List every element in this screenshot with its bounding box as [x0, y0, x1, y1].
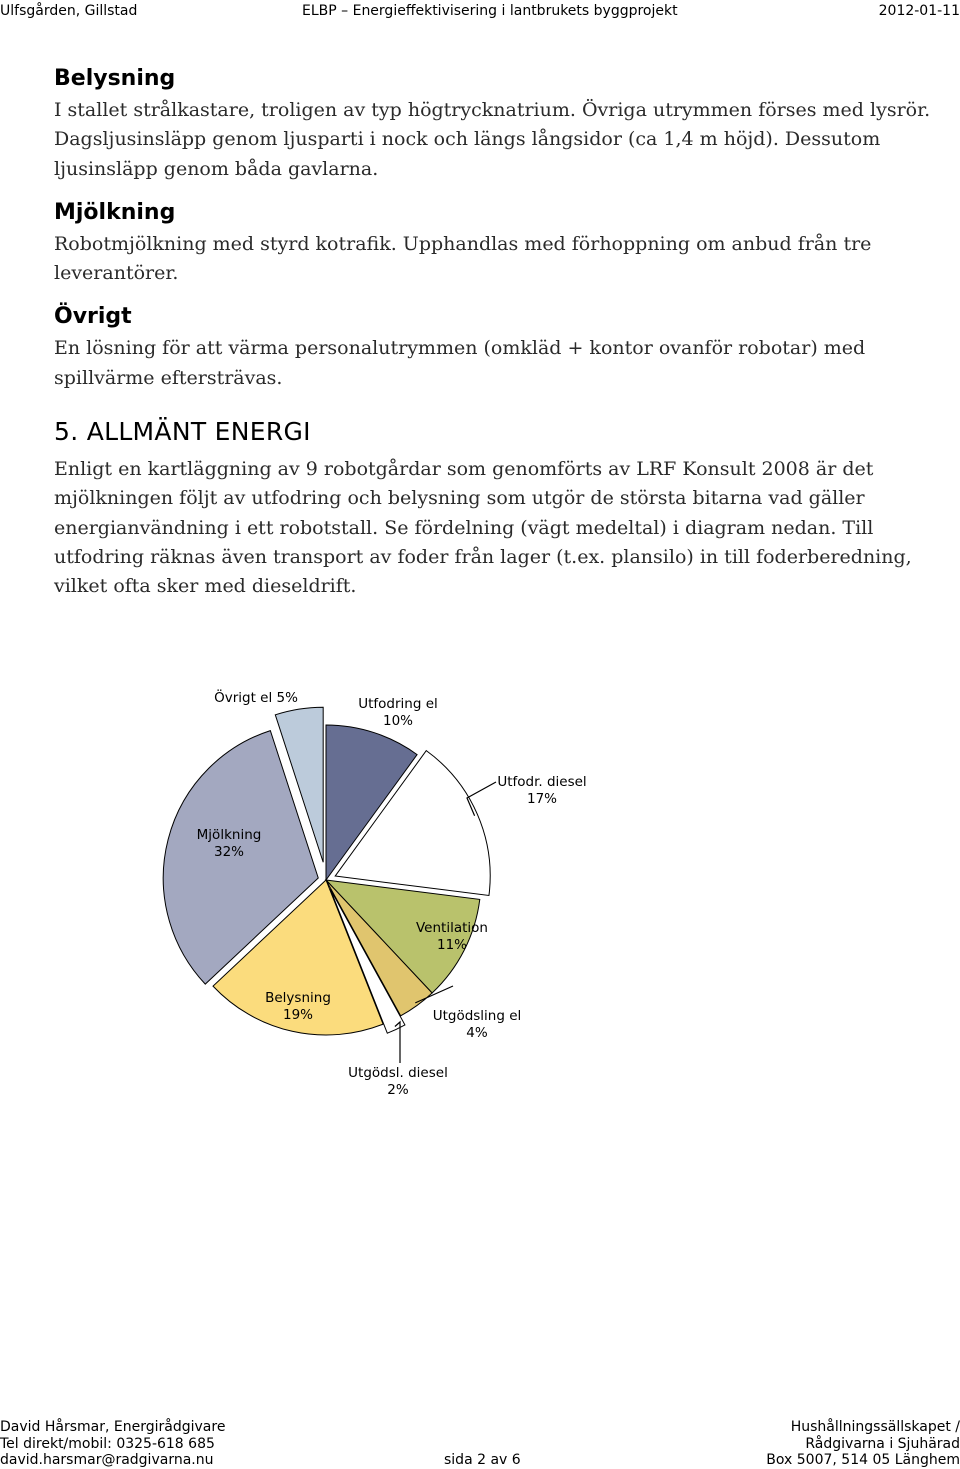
footer-page-number: sida 2 av 6 — [444, 1452, 521, 1468]
document-body — [54, 62, 934, 602]
page-footer — [0, 1419, 960, 1469]
header-left-text: Ulfsgården, Gillstad — [0, 3, 138, 19]
paragraph-belysning: I stallet strålkastare, troligen av typ högtrycknatrium. Övriga utrymmen förses med lysrör. Dagsljusinsläpp genom ljusparti i nock och längs långsidor (ca 1,4 m höjd). Dessutom ljusinsläpp genom båda gavlarna. — [54, 99, 931, 180]
footer-org-line-2: Rådgivarna i Sjuhärad — [805, 1435, 960, 1452]
heading-mjolkning: Mjölkning — [54, 199, 176, 225]
energy-pie-chart — [150, 680, 610, 1120]
footer-org-line-3: Box 5007, 514 05 Länghem — [766, 1452, 960, 1468]
paragraph-mjolkning: Robotmjölkning med styrd kotrafik. Upphandlas med förhoppning om anbud från tre leverantörer. — [54, 232, 872, 285]
pie-label: Utgödsl. diesel 2% — [348, 1065, 448, 1098]
pie-label: Utfodr. diesel 17% — [497, 774, 587, 807]
pie-label: Utgödsling el 4% — [432, 1008, 522, 1041]
footer-org-line-1: Hushållningssällskapet / — [790, 1419, 960, 1435]
footer-name: David Hårsmar, Energirådgivare — [0, 1419, 226, 1435]
header-center-text: ELBP – Energieffektivisering i lantbrukets byggprojekt — [302, 3, 678, 19]
header-date: 2012-01-11 — [878, 3, 960, 19]
footer-email: david.harsmar@radgivarna.nu — [0, 1452, 214, 1468]
heading-ovrigt: Övrigt — [54, 304, 132, 330]
section-mjolkning — [54, 196, 934, 289]
section-belysning — [54, 62, 934, 184]
pie-label: Övrigt el 5% — [214, 690, 298, 706]
footer-organization — [766, 1419, 960, 1469]
footer-phone: Tel direkt/mobil: 0325-618 685 — [0, 1435, 215, 1452]
heading-energi: 5. ALLMÄNT ENERGI — [54, 417, 311, 447]
pie-label: Utfodring el 10% — [358, 696, 438, 729]
section-energi — [54, 415, 934, 601]
section-ovrigt — [54, 300, 934, 393]
page-header — [0, 0, 960, 22]
pie-label: Ventilation 11% — [416, 920, 488, 953]
pie-label: Mjölkning 32% — [196, 827, 262, 860]
paragraph-energi: Enligt en kartläggning av 9 robotgårdar som genomförts av LRF Konsult 2008 är det mjölkningen följt av utfodring och belysning som utgör de största bitarna vad gäller energianvändning i ett robotstall. Se fördelning (vägt medeltal) i diagram nedan. Till utfodring räknas även transport av foder från lager (t.ex. plansilo) in till foderberedning, vilket ofta sker med dieseldrift. — [54, 458, 912, 598]
paragraph-ovrigt: En lösning för att värma personalutrymmen (omkläd + kontor ovanför robotar) med spillvärme eftersträvas. — [54, 337, 866, 389]
heading-belysning: Belysning — [54, 66, 176, 91]
footer-contact — [0, 1419, 225, 1469]
pie-label: Belysning 19% — [265, 990, 331, 1023]
